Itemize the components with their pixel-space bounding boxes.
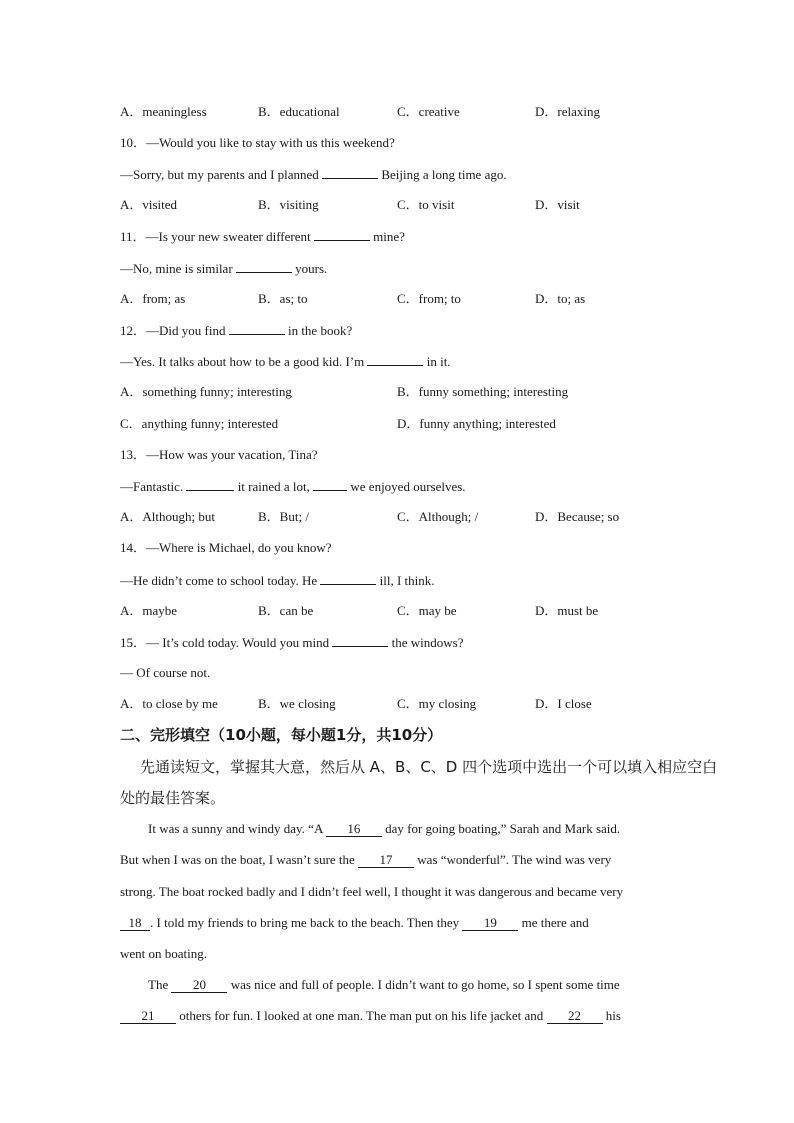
q13-option-d[interactable]: D．Because; so xyxy=(535,509,620,524)
section-heading: 二、完形填空（10小题，每小题1分，共10分） xyxy=(120,726,443,744)
q14-option-a[interactable]: A．maybe xyxy=(120,603,178,618)
q13-option-c[interactable]: C．Although; / xyxy=(397,509,479,524)
passage-text: . I told my friends to bring me back to the beach. Then they xyxy=(150,915,463,930)
q11-blank-1 xyxy=(314,227,370,241)
q11-option-b[interactable]: B．as; to xyxy=(258,291,308,306)
q10-option-b[interactable]: B．visiting xyxy=(258,197,319,212)
q14-question: 14．—Where is Michael, do you know? xyxy=(120,540,332,555)
passage-text: was nice and full of people. I didn’t want to go home, so I spent some time xyxy=(227,977,620,992)
passage-line-7 xyxy=(120,1007,621,1025)
passage-line-3: strong. The boat rocked badly and I didn’t feel well, I thought it was dangerous and became very xyxy=(120,884,624,899)
q12-option-c[interactable]: C．anything funny; interested xyxy=(120,416,279,431)
q13-option-b[interactable]: B．But; / xyxy=(258,509,309,524)
q13-text-a: —Fantastic. xyxy=(120,479,187,494)
q14-blank xyxy=(320,571,376,585)
q14-text-post: ill, I think. xyxy=(376,573,435,588)
q15-option-d[interactable]: D．I close xyxy=(535,696,592,711)
blank-18: 18 xyxy=(120,915,150,931)
q15-answer-line: — Of course not. xyxy=(120,665,211,680)
q10-text-pre: —Sorry, but my parents and I planned xyxy=(120,167,323,182)
q15-text-post: the windows? xyxy=(388,635,464,650)
q11-blank-2 xyxy=(236,259,292,273)
passage-text: me there and xyxy=(518,915,589,930)
passage-line-2 xyxy=(120,851,611,869)
passage-line-6 xyxy=(148,976,620,994)
q13-question: 13．—How was your vacation, Tina? xyxy=(120,447,318,462)
q15-question xyxy=(120,633,463,652)
passage-text: day for going boating,” Sarah and Mark said. xyxy=(381,821,621,836)
q14-text-pre: —He didn’t come to school today. He xyxy=(120,573,321,588)
section-instructions-line1: 先通读短文，掌握其大意，然后从 A、B、C、D 四个选项中选出一个可以填入相应空白 xyxy=(140,758,718,776)
passage-text: his xyxy=(602,1008,621,1023)
q11-option-d[interactable]: D．to; as xyxy=(535,291,586,306)
blank-17: 17 xyxy=(358,852,414,868)
q10-option-d[interactable]: D．visit xyxy=(535,197,580,212)
q14-option-d[interactable]: D．must be xyxy=(535,603,599,618)
q12-text-post: in the book? xyxy=(284,323,353,338)
q13-blank-2 xyxy=(313,477,347,491)
q13-text-c: we enjoyed ourselves. xyxy=(347,479,466,494)
blank-16: 16 xyxy=(326,821,382,837)
section-instructions-line2: 处的最佳答案。 xyxy=(120,789,226,807)
q14-option-b[interactable]: B．can be xyxy=(258,603,314,618)
q12-option-d[interactable]: D．funny anything; interested xyxy=(397,416,556,431)
q10-answer-line xyxy=(120,165,507,184)
q15-blank xyxy=(332,633,388,647)
blank-22: 22 xyxy=(547,1008,603,1024)
q12-text2-post: in it. xyxy=(423,354,451,369)
q12-option-b[interactable]: B．funny something; interesting xyxy=(397,384,569,399)
q11-answer-line xyxy=(120,259,327,278)
passage-text: It was a sunny and windy day. “A xyxy=(148,821,326,836)
q10-question: 10．—Would you like to stay with us this weekend? xyxy=(120,135,395,150)
passage-text: was “wonderful”. The wind was very xyxy=(414,852,612,867)
q14-option-c[interactable]: C．may be xyxy=(397,603,457,618)
q9-option-c[interactable]: C．creative xyxy=(397,104,460,119)
q9-option-d[interactable]: D．relaxing xyxy=(535,104,600,119)
q13-text-b: it rained a lot, xyxy=(234,479,314,494)
q13-answer-line xyxy=(120,477,466,496)
passage-line-1 xyxy=(148,820,620,838)
blank-21: 21 xyxy=(120,1008,176,1024)
q9-option-a[interactable]: A．meaningless xyxy=(120,104,207,119)
passage-line-4 xyxy=(120,914,589,932)
q13-option-a[interactable]: A．Although; but xyxy=(120,509,215,524)
passage-line-5: went on boating. xyxy=(120,946,208,961)
q12-answer-line xyxy=(120,352,451,371)
passage-text: others for fun. I looked at one man. The man put on his life jacket and xyxy=(176,1008,547,1023)
q12-option-a[interactable]: A．something funny; interesting xyxy=(120,384,292,399)
q11-question xyxy=(120,227,405,246)
q12-blank-1 xyxy=(229,321,285,335)
blank-19: 19 xyxy=(462,915,518,931)
q14-answer-line xyxy=(120,571,435,590)
q12-text2-pre: —Yes. It talks about how to be a good kid. I’m xyxy=(120,354,368,369)
q12-question xyxy=(120,321,352,340)
q11-option-a[interactable]: A．from; as xyxy=(120,291,186,306)
q15-option-b[interactable]: B．we closing xyxy=(258,696,336,711)
q10-option-c[interactable]: C．to visit xyxy=(397,197,455,212)
q15-option-c[interactable]: C．my closing xyxy=(397,696,477,711)
passage-text: The xyxy=(148,977,172,992)
q9-option-b[interactable]: B．educational xyxy=(258,104,340,119)
q10-text-post: Beijing a long time ago. xyxy=(378,167,507,182)
q10-blank xyxy=(322,165,378,179)
q12-text-pre: 12．—Did you find xyxy=(120,323,229,338)
q15-text-pre: 15．— It’s cold today. Would you mind xyxy=(120,635,333,650)
passage-text: But when I was on the boat, I wasn’t sure the xyxy=(120,852,359,867)
q11-option-c[interactable]: C．from; to xyxy=(397,291,461,306)
q10-option-a[interactable]: A．visited xyxy=(120,197,178,212)
q11-text2-post: yours. xyxy=(291,261,328,276)
q15-option-a[interactable]: A．to close by me xyxy=(120,696,218,711)
q13-blank-1 xyxy=(186,477,234,491)
q11-text2-pre: —No, mine is similar xyxy=(120,261,236,276)
q12-blank-2 xyxy=(367,352,423,366)
q11-text-post: mine? xyxy=(369,229,405,244)
q11-text-pre: 11．—Is your new sweater different xyxy=(120,229,314,244)
blank-20: 20 xyxy=(171,977,227,993)
